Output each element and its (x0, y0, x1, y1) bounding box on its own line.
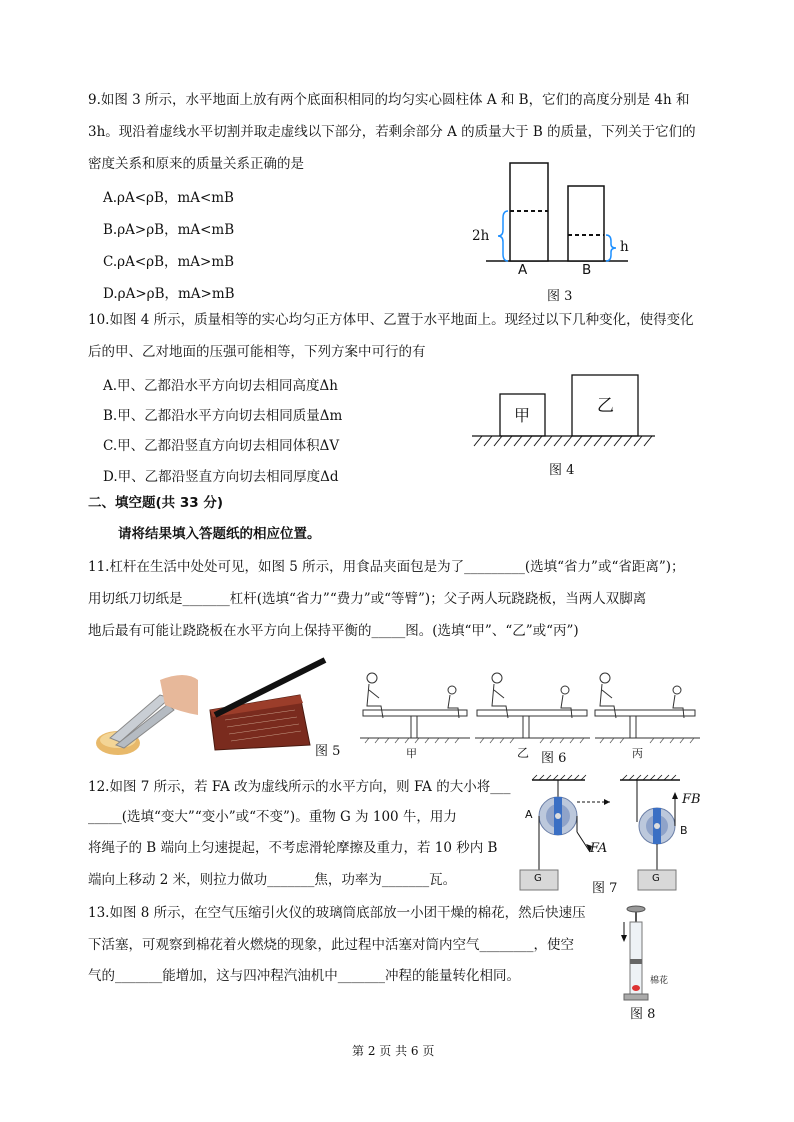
figure-6-seesaws (355, 660, 705, 745)
q9-option-a: A.ρA<ρB，mA<mB (103, 190, 234, 206)
q9-line1: 9.如图 3 所示，水平地面上放有两个底面积相同的均匀实心圆柱体 A 和 B，它们的高度分别是 4h 和 (88, 92, 690, 108)
fig7-label-a: A (525, 808, 533, 821)
fig4-label-yi: 乙 (597, 396, 614, 416)
q11-line2: 用切纸刀切纸是_______杠杆(选填“省力”“费力”或“等臂”)；父子两人玩跷跷板，当两人双脚离 (88, 591, 647, 607)
q10-line1: 10.如图 4 所示，质量相等的实心均匀正方体甲、乙置于水平地面上。现经过以下几种变化，使得变化 (88, 312, 694, 328)
fig3-caption: 图 3 (547, 289, 573, 304)
q9-option-c: C.ρA<ρB，mA>mB (103, 254, 235, 270)
figure-4-cubes (470, 370, 660, 450)
cylinder-b (568, 186, 604, 261)
q13-line2: 下活塞，可观察到棉花着火燃烧的现象，此过程中活塞对筒内空气________，使空 (88, 937, 574, 953)
figure-8-fire-piston (618, 904, 668, 1004)
q10-option-d: D.甲、乙都沿竖直方向切去相同厚度Δd (103, 469, 339, 485)
q13-line1: 13.如图 8 所示，在空气压缩引火仪的玻璃筒底部放一小团干燥的棉花，然后快速压 (88, 905, 586, 921)
q11-line1: 11.杠杆在生活中处处可见，如图 5 所示，用食品夹面包是为了_________(选填“省力”或“省距离”)； (88, 559, 685, 575)
fig6-caption: 图 6 (541, 751, 567, 766)
q12-line3: 将绳子的 B 端向上匀速提起，不考虑滑轮摩擦及重力，若 10 秒内 B (88, 840, 498, 856)
fig7-label-fa: FA (590, 841, 608, 856)
cylinder-a (510, 163, 548, 261)
q9-option-d: D.ρA>ρB，mA>mB (103, 286, 235, 302)
fig5-caption: 图 5 (315, 744, 341, 759)
q10-line2: 后的甲、乙对地面的压强可能相等，下列方案中可行的有 (88, 344, 426, 360)
fig7-label-g-left: G (534, 873, 542, 884)
q11-line3: 地后最有可能让跷跷板在水平方向上保持平衡的_____图。(选填“甲”、“乙”或“丙”) (88, 623, 579, 639)
q9-option-b: B.ρA>ρB，mA<mB (103, 222, 235, 238)
q9-line2: 3h。现沿着虚线水平切割并取走虚线以下部分，若剩余部分 A 的质量大于 B 的质量，下列关于它们的 (88, 124, 696, 140)
q12-line2: _____(选填“变大”“变小”或“不变”)。重物 G 为 100 牛，用力 (88, 809, 457, 825)
q12-line1: 12.如图 7 所示，若 FA 改为虚线所示的水平方向，则 FA 的大小将___ (88, 779, 511, 795)
fig4-caption: 图 4 (549, 463, 575, 478)
fig3-label-b: B (582, 262, 592, 278)
fig8-label-cotton: 棉花 (650, 976, 669, 986)
fig7-label-b: B (680, 824, 688, 837)
fig4-label-jia: 甲 (514, 406, 531, 425)
fig6-label-jia: 甲 (406, 747, 417, 760)
page-footer: 第 2 页 共 6 页 (352, 1044, 435, 1058)
q13-line3: 气的_______能增加，这与四冲程汽油机中_______冲程的能量转化相同。 (88, 968, 520, 984)
figure-3-cylinders (468, 158, 638, 273)
fig7-caption: 图 7 (592, 881, 618, 896)
paper-cutter-photo (205, 655, 330, 755)
food-tongs-photo (90, 660, 200, 760)
section-2-instruction: 请将结果填入答题纸的相应位置。 (118, 526, 321, 542)
q12-line4: 端向上移动 2 米，则拉力做功_______焦，功率为_______瓦。 (88, 872, 457, 888)
fig8-caption: 图 8 (630, 1007, 656, 1022)
section-2-title: 二、填空题(共 33 分) (88, 495, 224, 511)
fig6-label-yi: 乙 (517, 746, 530, 760)
q10-option-b: B.甲、乙都沿水平方向切去相同质量Δm (103, 408, 343, 424)
fig7-label-g-right: G (652, 873, 660, 884)
fig3-label-h: h (620, 239, 629, 255)
q10-option-a: A.甲、乙都沿水平方向切去相同高度Δh (103, 378, 338, 394)
q9-line3: 密度关系和原来的质量关系正确的是 (88, 156, 304, 172)
q10-option-c: C.甲、乙都沿竖直方向切去相同体积ΔV (103, 438, 340, 454)
fig3-label-2h: 2h (472, 228, 490, 244)
fig6-label-bing: 丙 (632, 747, 643, 760)
fig3-label-a: A (518, 262, 528, 278)
fig7-label-fb: FB (682, 792, 701, 807)
